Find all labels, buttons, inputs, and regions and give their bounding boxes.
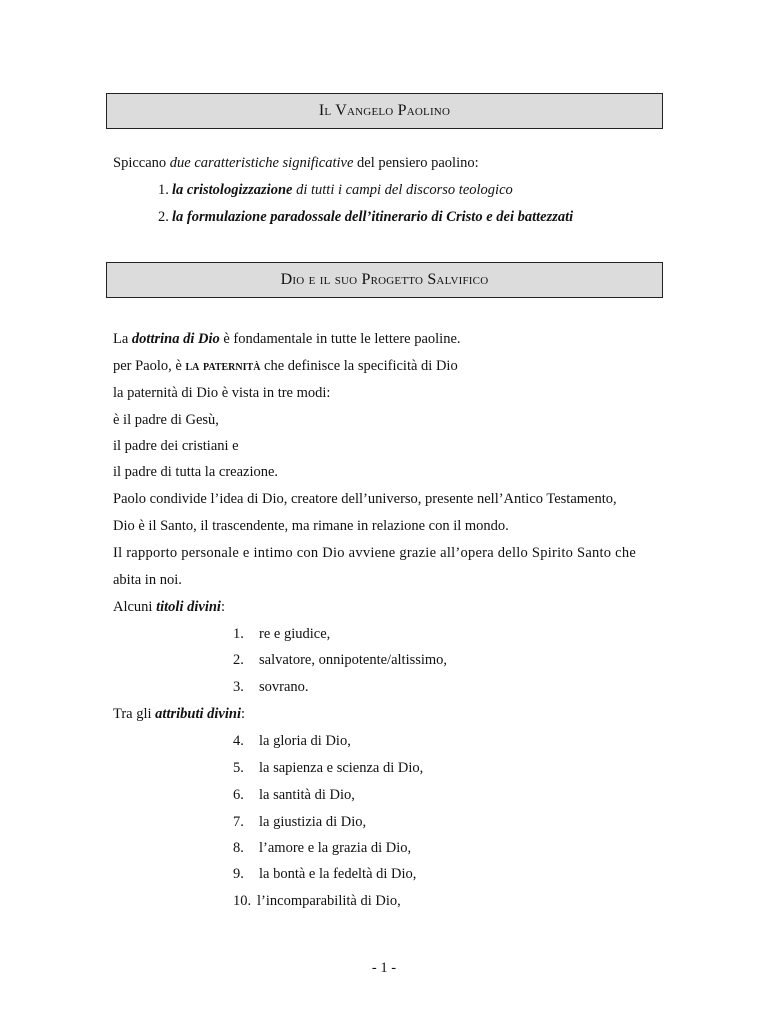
list-number: 6. [233, 787, 244, 803]
paragraph-line [113, 357, 458, 375]
emphasis: titoli divini [156, 599, 221, 615]
list-item-text: l’incomparabilità di Dio, [257, 893, 401, 909]
attributes-intro [113, 705, 245, 723]
paragraph-line [113, 330, 461, 348]
list-number: 9. [233, 866, 244, 882]
section-title: Dio e il suo Progetto Salvifico [280, 271, 489, 288]
list-number: 7. [233, 814, 244, 830]
list-item-text: l’amore e la grazia di Dio, [259, 840, 412, 856]
list-item-bold: la cristologizzazione [172, 182, 293, 198]
section-title-box [106, 262, 663, 298]
list-number: 1. [233, 626, 244, 642]
list-number: 4. [233, 733, 244, 749]
intro-paragraph [113, 154, 479, 172]
paragraph-line: Il rapporto personale e intimo con Dio avviene grazie all’opera dello Spirito Santo che [113, 545, 637, 561]
text: : [220, 599, 225, 615]
section-title: Il Vangelo Paolino [318, 102, 451, 119]
paragraph-line: la paternità di Dio è vista in tre modi: [113, 385, 331, 401]
paragraph-line: Paolo condivide l’idea di Dio, creatore dell’universo, presente nell’Antico Testamento, [113, 491, 617, 507]
intro-emphasis: due caratteristiche significative [169, 155, 354, 171]
list-number: 8. [233, 840, 244, 856]
list-item [233, 786, 355, 804]
text: Alcuni [113, 599, 157, 615]
list-number: 5. [233, 760, 244, 776]
paragraph-line: il padre dei cristiani e [113, 438, 239, 454]
list-item [233, 813, 366, 831]
text: : [240, 706, 246, 722]
paragraph-line: Dio è il Santo, il trascendente, ma rimane in relazione con il mondo. [113, 518, 509, 534]
emphasis: la paternità [185, 358, 261, 374]
page-number: - 1 - [371, 960, 397, 976]
list-item [158, 181, 513, 199]
list-item [233, 732, 351, 750]
list-item [233, 839, 411, 857]
intro-text-end: del pensiero paolino: [353, 155, 479, 171]
list-item-bold: la formulazione paradossale dell’itinerario di Cristo e dei battezzati [172, 209, 574, 225]
list-item-text: re e giudice, [259, 626, 331, 642]
list-item-text: la giustizia di Dio, [259, 814, 367, 830]
list-item-text: la bontà e la fedeltà di Dio, [259, 866, 417, 882]
list-item-text: la gloria di Dio, [259, 733, 351, 749]
list-number: 3. [233, 679, 244, 695]
intro-text: Spiccano [113, 155, 170, 171]
list-item [158, 208, 573, 226]
list-number: 2. [233, 652, 244, 668]
paragraph-line: il padre di tutta la creazione. [113, 464, 279, 480]
text: è fondamentale in tutte le lettere paoline. [219, 331, 461, 347]
list-item [233, 865, 416, 883]
text: che definisce la specificità di Dio [260, 358, 458, 374]
titles-intro [113, 598, 225, 616]
list-item-text: sovrano. [259, 679, 309, 695]
text: per Paolo, è [113, 358, 186, 374]
list-item-text: la santità di Dio, [259, 787, 355, 803]
list-item-text: salvatore, onnipotente/altissimo, [259, 652, 448, 668]
list-item [233, 892, 401, 910]
emphasis: dottrina di Dio [131, 331, 220, 347]
text: Tra gli [113, 706, 156, 722]
emphasis: attributi divini [155, 706, 241, 722]
list-item [233, 651, 447, 669]
list-item-text: la sapienza e scienza di Dio, [259, 760, 424, 776]
section-title-box [106, 93, 663, 129]
list-number: 2. [158, 209, 169, 225]
paragraph-line: abita in noi. [113, 572, 182, 588]
list-item-text: di tutti i campi del discorso teologico [292, 182, 513, 198]
list-number: 1. [158, 182, 169, 198]
list-number: 10. [233, 893, 252, 909]
text: La [113, 331, 132, 347]
list-item [233, 759, 423, 777]
paragraph-line: è il padre di Gesù, [113, 412, 219, 428]
list-item [233, 678, 309, 696]
list-item [233, 625, 330, 643]
